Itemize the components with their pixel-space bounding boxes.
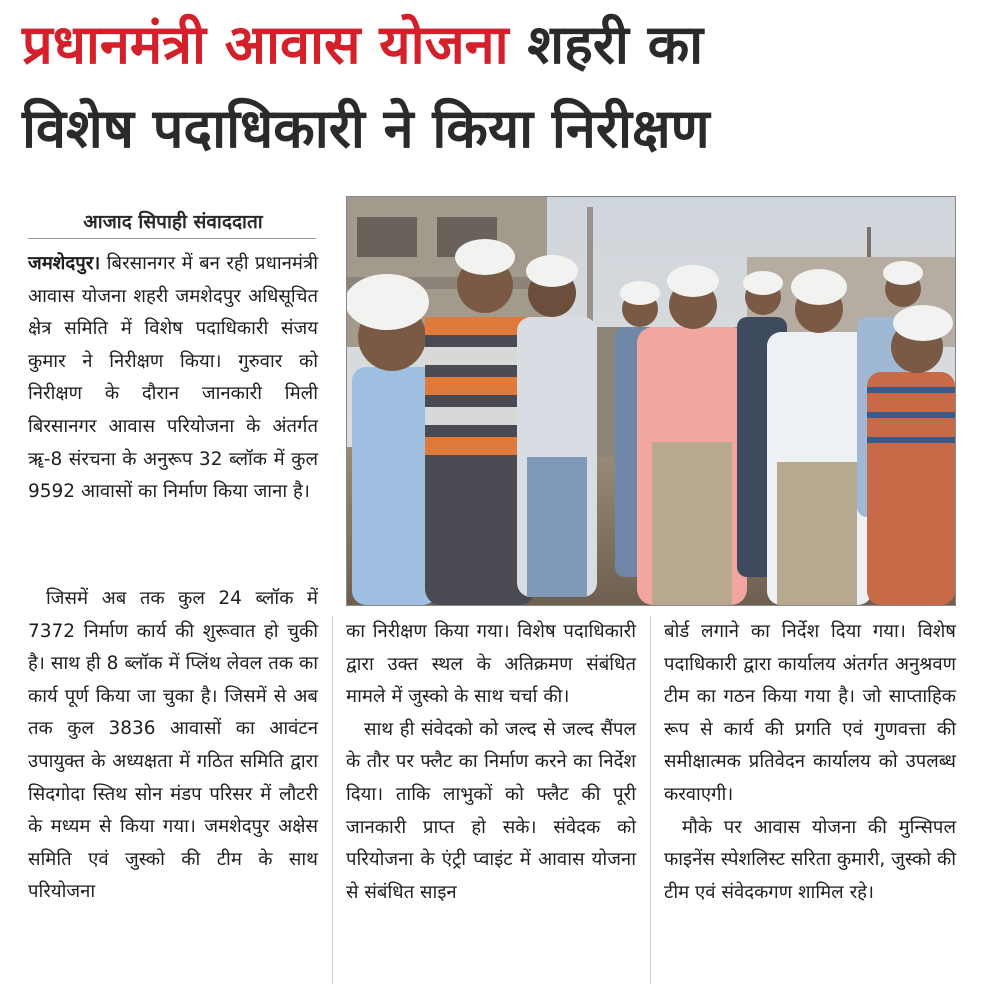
headline-line-2: विशेष पदाधिकारी ने किया निरीक्षण — [22, 97, 710, 160]
column-divider-1 — [332, 616, 333, 984]
headline-red-part: प्रधानमंत्री आवास योजना — [22, 13, 509, 76]
byline-divider — [28, 238, 316, 239]
paragraph-2: जिसमें अब तक कुल 24 ब्लॉक में 7372 निर्माण कार्य की शुरूवात हो चुकी है। साथ ही 8 ब्लॉक में प्लिंथ लेवल तक का कार्य पूर्ण किया जा चुका है। जिसमें से अब तक कुल 3836 आवासों का आवंटन उपायुक्त के अध्यक्षता में गठित समिति द्वारा सिदगोदा स्तिथ सोन मंडप परिसर में लौटरी के मध्यम से किया गया। जमशेदपुर अक्षेस समिति एवं जुस्को की टीम के साथ परियोजना — [28, 588, 318, 903]
article-column-1-top — [28, 248, 318, 509]
article-column-3 — [664, 616, 956, 909]
paragraph-3: का निरीक्षण किया गया। विशेष पदाधिकारी द्वारा उक्त स्थल के अतिक्रमण संबंधित मामले में जुस्को के साथ चर्चा की। — [346, 621, 636, 708]
paragraph-6: मौके पर आवास योजना की मुन्सिपल फाइनेंस स्पेशलिस्ट सरिता कुमारी, जुस्को की टीम एवं संवेदकगण शामिल रहे। — [664, 816, 956, 903]
dateline: जमशेदपुर। — [28, 253, 101, 274]
article-column-1-bottom — [28, 583, 318, 909]
news-photo — [346, 196, 956, 606]
paragraph-4: साथ ही संवेदको को जल्द से जल्द सैंपल के तौर पर फ्लैट का निर्माण करने का निर्देश दिया। ताकि लाभुकों को फ्लैट की पूरी जानकारी प्राप्त हो सके। संवेदक को परियोजना के एंट्री प्वाइंट में आवास योजना से संबंधित साइन — [346, 718, 636, 903]
paragraph-1: बिरसानगर में बन रही प्रधानमंत्री आवास योजना शहरी जमशेदपुर अधिसूचित क्षेत्र समिति में विशेष पदाधिकारी संजय कुमार ने निरीक्षण किया। गुरुवार को निरीक्षण के दौरान जानकारी मिली बिरसानगर आवास परियोजना के अंतर्गत ॠ-8 संरचना के अनुरूप 32 ब्लॉक में कुल 9592 आवासों का निर्माण किया जाना है। — [28, 253, 318, 503]
byline: आजाद सिपाही संवाददाता — [83, 211, 263, 233]
paragraph-5: बोर्ड लगाने का निर्देश दिया गया। विशेष पदाधिकारी द्वारा कार्यालय अंतर्गत अनुश्रवण टीम का गठन किया गया है। जो साप्ताहिक रूप से कार्य की प्रगति एवं गुणवत्ता की समीक्षात्मक प्रतिवेदन कार्यालय को उपलब्ध करवाएगी। — [664, 621, 956, 805]
headline-line-1 — [22, 12, 994, 78]
headline-dark-part: शहरी का — [527, 13, 704, 76]
article-column-2 — [346, 616, 636, 909]
column-divider-2 — [650, 616, 651, 984]
